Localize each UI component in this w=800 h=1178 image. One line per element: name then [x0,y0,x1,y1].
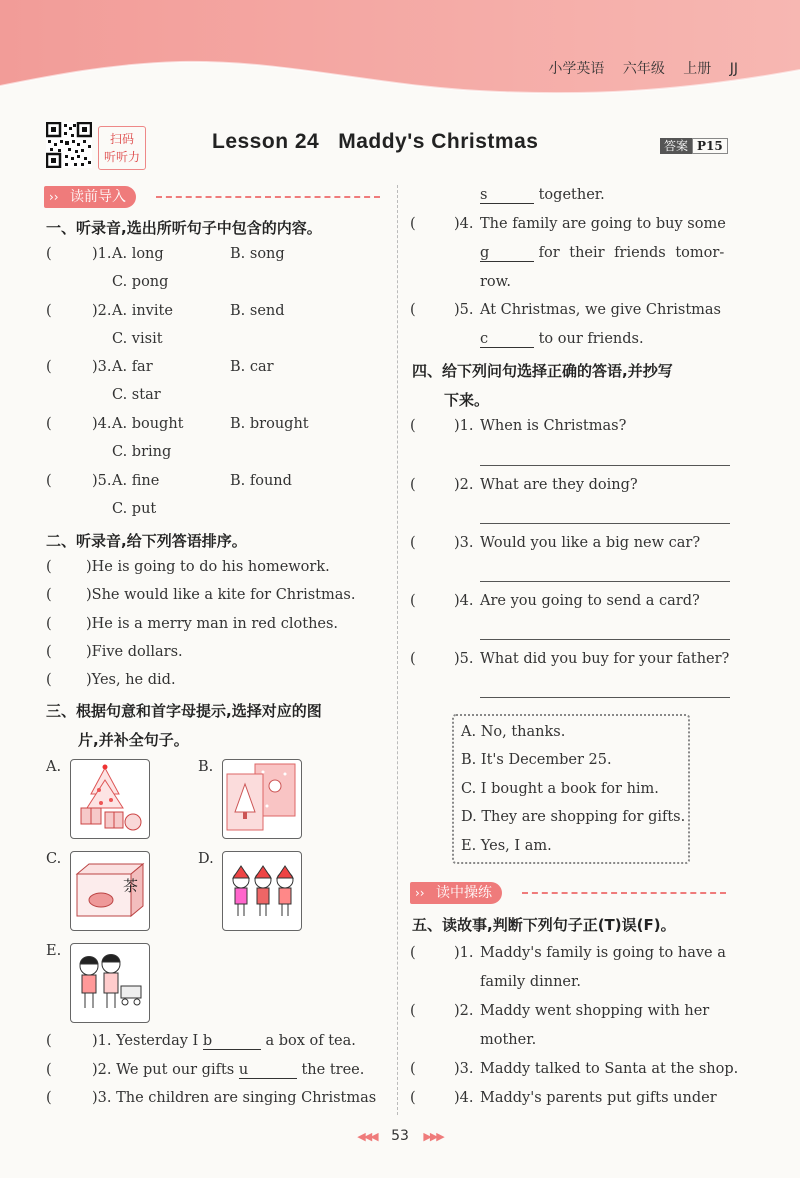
answer-paren[interactable]: ( [410,1003,416,1019]
statement-line1: Maddy's family is going to have a [480,945,726,961]
option-item: A. No, thanks. [461,724,566,740]
children-singing-icon [223,852,301,930]
list-item: )Five dollars. [86,644,183,660]
scan-listen-badge [98,126,146,170]
fill-blank[interactable] [239,1062,297,1079]
section-4-heading-line1: 四、给下列问句选择正确的答语,并抄写 [412,362,673,380]
sentence-line1: The family are going to buy some [480,216,726,232]
pic-label-a: A. [46,759,62,775]
item-number: )3. [454,535,474,551]
sentence-post: for their friends tomor- [538,245,725,261]
answer-ref[interactable] [660,137,728,154]
subject-label: 小学英语 [548,61,605,77]
item-number: )4. [454,593,474,609]
answer-paren[interactable]: ( [46,559,52,575]
item-number: )1. [92,246,112,262]
header-banner [0,0,800,110]
answer-paren[interactable]: ( [46,1033,52,1049]
item-number: )3. [454,1061,474,1077]
option-item: D. They are shopping for gifts. [461,809,686,825]
arrows-left-icon: ◀◀◀ [357,1130,377,1143]
item-number: )2. [92,303,112,319]
item-number: )1. [454,418,474,434]
question-text: Are you going to send a card? [480,593,700,609]
answer-paren[interactable]: ( [410,216,416,232]
answer-line[interactable] [480,523,730,524]
option-item: E. Yes, I am. [461,838,552,854]
statement-line1: Maddy talked to Santa at the shop. [480,1061,739,1077]
list-item: )He is going to do his homework. [86,559,330,575]
answer-line[interactable] [480,465,730,466]
blank-letter: b [202,1033,213,1049]
blank-letter: s [480,187,488,203]
edition-label: JJ [729,61,738,77]
answer-paren[interactable]: ( [46,473,52,489]
column-divider [397,185,398,1115]
question-text: Would you like a big new car? [480,535,701,551]
item-number: )5. [92,473,112,489]
item-number: )1. [454,945,474,961]
sentence-post: the tree. [301,1062,365,1078]
header-meta [534,58,738,78]
option-b: B. brought [230,416,309,432]
answer-paren[interactable]: ( [46,416,52,432]
question-text: What are they doing? [480,477,638,493]
fill-blank[interactable] [480,331,534,348]
list-item: )He is a merry man in red clothes. [86,616,339,632]
fill-item [92,1090,376,1106]
answer-paren[interactable]: ( [46,672,52,688]
answer-label: 答案 [660,138,692,154]
answer-paren[interactable]: ( [46,246,52,262]
sentence-post: a box of tea. [265,1033,356,1049]
option-item: B. It's December 25. [461,752,612,768]
sentence-post: together. [538,187,605,203]
fill-blank[interactable] [480,187,534,204]
answer-line[interactable] [480,697,730,698]
option-b: B. car [230,359,274,375]
answer-paren[interactable]: ( [46,616,52,632]
option-c: C. visit [112,331,163,347]
answer-paren[interactable]: ( [46,587,52,603]
item-number: )2. [92,1062,112,1078]
scan-line1: 扫码 [109,132,134,146]
item-number: )5. [454,302,474,318]
arrows-right-icon: ▶▶▶ [423,1130,443,1143]
page-title: Lesson 24 Maddy's Christmas [212,130,539,153]
tea-character: 茶 [123,877,139,895]
section-4-heading-line2: 下来。 [444,391,490,409]
pic-label-d: D. [198,851,214,867]
page-number [0,1128,800,1144]
fill-blank[interactable] [480,245,534,262]
grade-label: 六年级 [622,61,665,77]
answer-paren[interactable]: ( [410,1061,416,1077]
statement-line1: Maddy's parents put gifts under [480,1090,717,1106]
fill-item [92,1062,364,1079]
section-3-heading-line1: 三、根据句意和首字母提示,选择对应的图 [46,702,322,720]
dash-divider [156,196,380,198]
volume-label: 上册 [683,61,712,77]
item-number: )4. [454,216,474,232]
item-number: )5. [454,651,474,667]
picture-family-shopping [70,943,150,1023]
option-c: C. star [112,387,161,403]
fill-item-continued [480,187,605,204]
picture-christmas-tree-gifts [70,759,150,839]
family-shopping-icon [71,944,149,1022]
pre-reading-label: 读前导入 [44,186,136,208]
answer-paren[interactable]: ( [410,651,416,667]
fill-blank[interactable] [203,1033,261,1050]
answer-paren[interactable]: ( [410,477,416,493]
page-number-value: 53 [391,1128,409,1144]
fill-item [480,245,724,262]
blank-letter: g [480,245,490,261]
option-a: A. bought [112,416,184,432]
answer-line[interactable] [480,639,730,640]
section-2-heading: 二、听录音,给下列答语排序。 [46,532,247,550]
fill-item [92,1033,356,1050]
sentence-pre: We put our gifts [116,1062,235,1078]
answer-paren[interactable]: ( [410,945,416,961]
section-5-heading: 五、读故事,判断下列句子正(T)误(F)。 [412,916,676,934]
sentence-pre: Yesterday I [116,1033,199,1049]
option-b: B. song [230,246,285,262]
christmas-tree-icon [71,760,149,838]
statement-line2: mother. [480,1032,537,1048]
chevron-icon: ›› [49,190,59,204]
item-number: )3. [92,1090,112,1106]
list-item: )She would like a kite for Christmas. [86,587,356,603]
answer-paren[interactable]: ( [46,303,52,319]
sentence-line3: row. [480,274,511,290]
item-number: )2. [454,477,474,493]
option-a: A. far [112,359,153,375]
option-a: A. fine [112,473,160,489]
answer-paren[interactable]: ( [410,418,416,434]
sentence-line1: At Christmas, we give Christmas [480,302,721,318]
picture-children-singing [222,851,302,931]
item-number: )4. [454,1090,474,1106]
answer-paren[interactable]: ( [46,644,52,660]
dash-divider [522,892,726,894]
answer-paren[interactable]: ( [410,1090,416,1106]
pic-label-c: C. [46,851,62,867]
question-text: What did you buy for your father? [480,651,730,667]
answer-paren[interactable]: ( [46,359,52,375]
pre-reading-banner [44,186,390,208]
chevron-icon: ›› [415,886,425,900]
answer-paren[interactable]: ( [410,302,416,318]
option-c: C. pong [112,274,169,290]
statement-line1: Maddy went shopping with her [480,1003,710,1019]
fill-item [480,331,644,348]
christmas-card-icon [223,760,301,838]
while-reading-label: 读中操练 [410,882,502,904]
item-number: )3. [92,359,112,375]
option-a: A. long [112,246,164,262]
pic-label-e: E. [46,943,62,959]
section-3-heading-line2: 片,并补全句子。 [78,731,189,749]
statement-line2: family dinner. [480,974,581,990]
option-c: C. bring [112,444,172,460]
option-c: C. put [112,501,157,517]
answer-paren[interactable]: ( [410,593,416,609]
item-number: )4. [92,416,112,432]
answer-paren[interactable]: ( [410,535,416,551]
while-reading-banner [410,882,732,904]
picture-christmas-cards [222,759,302,839]
section-1-heading: 一、听录音,选出所听句子中包含的内容。 [46,219,322,237]
option-b: B. send [230,303,285,319]
answer-page: P15 [692,138,728,154]
blank-letter: c [480,331,489,347]
item-number: )2. [454,1003,474,1019]
answer-paren[interactable]: ( [46,1090,52,1106]
pic-label-b: B. [198,759,214,775]
sentence-pre: The children are singing Christmas [116,1090,377,1106]
scan-line2: 听听力 [103,150,140,164]
option-b: B. found [230,473,292,489]
item-number: )1. [92,1033,112,1049]
list-item: )Yes, he did. [86,672,176,688]
qr-code-icon[interactable] [46,122,92,168]
question-text: When is Christmas? [480,418,627,434]
blank-letter: u [238,1062,249,1078]
option-a: A. invite [112,303,173,319]
sentence-post: to our friends. [538,331,644,347]
answer-paren[interactable]: ( [46,1062,52,1078]
answer-line[interactable] [480,581,730,582]
option-item: C. I bought a book for him. [461,781,659,797]
